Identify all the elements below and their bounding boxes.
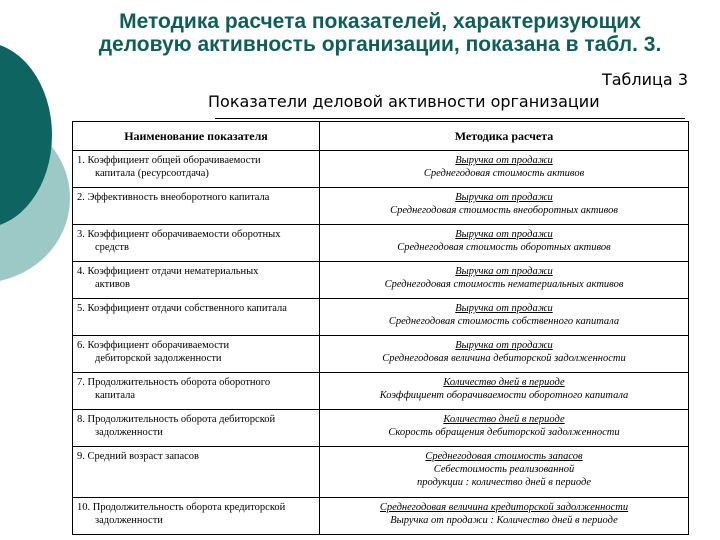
formula-denominator: Среднегодовая величина дебиторской задолженности <box>382 353 626 364</box>
name-line: дебиторской задолженности <box>95 353 222 364</box>
calculation-formula <box>320 498 689 535</box>
table-body <box>73 151 689 535</box>
calculation-formula <box>320 188 689 225</box>
name-line: капитала (ресурсоотдача) <box>95 168 209 179</box>
indicator-name <box>73 410 320 447</box>
formula-denominator: продукции : количество дней в периоде <box>416 477 592 488</box>
indicators-table <box>72 121 689 535</box>
name-line: 3. Коэффициент оборачиваемости оборотных <box>77 229 281 240</box>
header-method: Методика расчета <box>320 122 689 151</box>
table-row <box>73 410 689 447</box>
name-line: 8. Продолжительность оборота дебиторской <box>77 414 276 425</box>
indicator-name <box>73 336 320 373</box>
name-line: 5. Коэффициент отдачи собственного капитала <box>77 303 287 314</box>
name-line: 7. Продолжительность оборота оборотного <box>77 377 271 388</box>
table-row <box>73 151 689 188</box>
formula-denominator: Среднегодовая стоимость собственного капитала <box>388 316 620 327</box>
table-row <box>73 225 689 262</box>
caption-rule <box>215 118 685 119</box>
formula-denominator: Среднегодовая стоимость внеоборотных активов <box>390 205 618 216</box>
indicator-name <box>73 373 320 410</box>
calculation-formula <box>320 447 689 498</box>
table-number: Таблица 3 <box>601 70 688 89</box>
calculation-formula <box>320 225 689 262</box>
formula-numerator: Количество дней в периоде <box>443 377 565 388</box>
formula-numerator: Среднегодовая величина кредиторской задолженности <box>379 502 629 513</box>
formula-denominator: Коэффициент оборачиваемости оборотного капитала <box>379 390 629 401</box>
formula-denominator: Среднегодовая стоимость оборотных активов <box>397 242 611 253</box>
formula-numerator: Выручка от продажи <box>455 229 553 240</box>
formula-numerator: Выручка от продажи <box>455 155 553 166</box>
name-line: средств <box>95 242 129 253</box>
formula-denominator: Себестоимость реализованной <box>433 464 575 475</box>
calculation-formula <box>320 262 689 299</box>
table-row <box>73 262 689 299</box>
name-line: 10. Продолжительность оборота кредиторской <box>77 502 286 513</box>
indicator-name <box>73 188 320 225</box>
indicator-name <box>73 262 320 299</box>
name-line: 2. Эффективность внеоборотного капитала <box>77 192 270 203</box>
formula-numerator: Среднегодовая стоимость запасов <box>425 451 583 462</box>
indicator-name <box>73 299 320 336</box>
table-row <box>73 447 689 498</box>
name-line: капитала <box>95 390 136 401</box>
title-line: деловую активность организации, показана в табл. 3. <box>98 33 662 56</box>
formula-denominator: Скорость обращения дебиторской задолженности <box>388 427 620 438</box>
calculation-formula <box>320 299 689 336</box>
formula-numerator: Выручка от продажи <box>455 192 553 203</box>
table-caption: Показатели деловой активности организации <box>208 92 600 111</box>
slide-title <box>50 10 710 56</box>
formula-numerator: Количество дней в периоде <box>443 414 565 425</box>
name-line: активов <box>95 279 130 290</box>
name-line: задолженности <box>95 427 163 438</box>
formula-denominator: Среднегодовая стоимость нематериальных активов <box>384 279 624 290</box>
indicator-name <box>73 498 320 535</box>
name-line: 1. Коэффициент общей оборачиваемости <box>77 155 261 166</box>
indicator-name <box>73 447 320 498</box>
name-line: задолженности <box>95 515 163 526</box>
calculation-formula <box>320 336 689 373</box>
formula-denominator: Выручка от продажи : Количество дней в периоде <box>390 515 618 526</box>
formula-numerator: Выручка от продажи <box>455 340 553 351</box>
table-row <box>73 188 689 225</box>
formula-numerator: Выручка от продажи <box>455 303 553 314</box>
formula-denominator: Среднегодовая стоимость активов <box>423 168 585 179</box>
table-row <box>73 299 689 336</box>
indicator-name <box>73 225 320 262</box>
header-name: Наименование показателя <box>73 122 320 151</box>
title-line: Методика расчета показателей, характеризующих <box>119 10 641 33</box>
table-row <box>73 498 689 535</box>
name-line: 9. Средний возраст запасов <box>77 451 199 462</box>
name-line: 6. Коэффициент оборачиваемости <box>77 340 230 351</box>
name-line: 4. Коэффициент отдачи нематериальных <box>77 266 259 277</box>
formula-numerator: Выручка от продажи <box>455 266 553 277</box>
table-row <box>73 336 689 373</box>
indicator-name <box>73 151 320 188</box>
calculation-formula <box>320 151 689 188</box>
table-row <box>73 373 689 410</box>
calculation-formula <box>320 410 689 447</box>
calculation-formula <box>320 373 689 410</box>
